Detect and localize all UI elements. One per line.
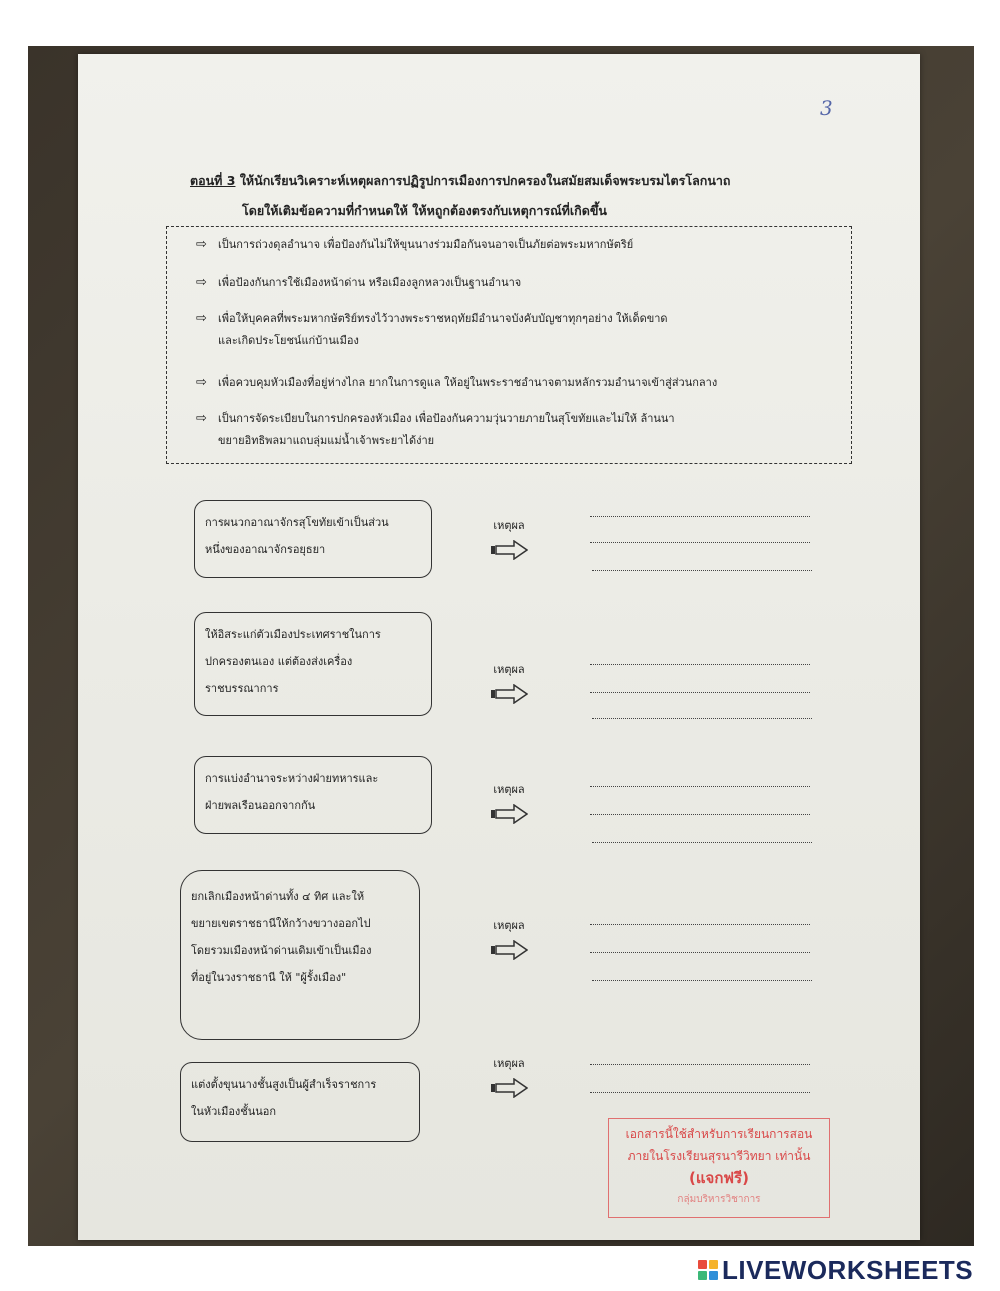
event-box: การผนวกอาณาจักรสุโขทัยเข้าเป็นส่วน หนึ่งของอาณาจักรอยุธยา xyxy=(194,500,432,578)
answer-line[interactable] xyxy=(590,1064,810,1065)
block-arrow-right-icon xyxy=(490,1078,528,1098)
answer-line[interactable] xyxy=(590,952,810,953)
reason-indicator xyxy=(484,1054,534,1098)
school-stamp: เอกสารนี้ใช้สำหรับการเรียนการสอน ภายในโรงเรียนสุรนารีวิทยา เท่านั้น (แจกฟรี) กลุ่มบริหารวิชาการ xyxy=(608,1118,830,1218)
reason-label: เหตุผล xyxy=(493,1057,525,1070)
answer-line[interactable] xyxy=(592,718,812,719)
reason-indicator xyxy=(484,916,534,960)
reason-label: เหตุผล xyxy=(493,519,525,532)
answer-line[interactable] xyxy=(590,924,810,925)
event-box: ให้อิสระแก่ตัวเมืองประเทศราชในการ ปกครองตนเอง แต่ต้องส่งเครื่อง ราชบรรณาการ xyxy=(194,612,432,716)
event-box: ยกเลิกเมืองหน้าด่านทั้ง ๔ ทิศ และให้ ขยายเขตราชธานีให้กว้างขวางออกไป โดยรวมเมืองหน้าด่านเดิมเข้าเป็นเมือง ที่อยู่ในวงราชธานี ให้ "ผู้รั้งเมือง" xyxy=(180,870,420,1040)
instruction-line-1: ให้นักเรียนวิเคราะห์เหตุผลการปฏิรูปการเมืองการปกครองในสมัยสมเด็จพระบรมไตรโลกนาถ xyxy=(235,173,731,188)
brand-name: LIVEWORKSHEETS xyxy=(722,1254,974,1285)
reason-indicator xyxy=(484,780,534,824)
answer-line[interactable] xyxy=(590,542,810,543)
hollow-arrow-right-icon: ⇨ xyxy=(196,311,207,326)
liveworksheets-logo[interactable] xyxy=(698,1256,973,1284)
hollow-arrow-right-icon: ⇨ xyxy=(196,275,207,290)
answer-line[interactable] xyxy=(590,692,810,693)
reason-indicator xyxy=(484,516,534,560)
page-number: 3 xyxy=(820,96,833,120)
answer-option[interactable]: ⇨ เพื่อป้องกันการใช้เมืองหน้าด่าน หรือเมืองลูกหลวงเป็นฐานอำนาจ xyxy=(196,272,521,294)
block-arrow-right-icon xyxy=(490,540,528,560)
answer-option[interactable]: ⇨ เพื่อควบคุมหัวเมืองที่อยู่ห่างไกล ยากในการดูแล ให้อยู่ในพระราชอำนาจตามหลักรวมอำนาจเข้าสู่ส่วนกลาง xyxy=(196,372,717,394)
answer-line[interactable] xyxy=(590,814,810,815)
answer-option[interactable]: ⇨ เพื่อให้บุคคลที่พระมหากษัตริย์ทรงไว้วางพระราชหฤทัยมีอำนาจบังคับบัญชาทุกๆอย่าง ให้เด็ดขาด และเกิดประโยชน์แก่บ้านเมือง xyxy=(196,308,668,352)
answer-option[interactable]: ⇨ เป็นการถ่วงดุลอำนาจ เพื่อป้องกันไม่ให้ขุนนางร่วมมือกันจนอาจเป็นภัยต่อพระมหากษัตริย์ xyxy=(196,234,633,256)
hollow-arrow-right-icon: ⇨ xyxy=(196,375,207,390)
instructions-heading xyxy=(190,166,730,226)
hollow-arrow-right-icon: ⇨ xyxy=(196,411,207,426)
answer-line[interactable] xyxy=(590,516,810,517)
answer-line[interactable] xyxy=(592,980,812,981)
answer-line[interactable] xyxy=(590,664,810,665)
liveworksheets-grid-icon xyxy=(698,1260,718,1280)
answer-line[interactable] xyxy=(592,570,812,571)
hollow-arrow-right-icon: ⇨ xyxy=(196,237,207,252)
event-box: แต่งตั้งขุนนางชั้นสูงเป็นผู้สำเร็จราชการ ในหัวเมืองชั้นนอก xyxy=(180,1062,420,1142)
reason-label: เหตุผล xyxy=(493,663,525,676)
event-box: การแบ่งอำนาจระหว่างฝ่ายทหารและ ฝ่ายพลเรือนออกจากกัน xyxy=(194,756,432,834)
block-arrow-right-icon xyxy=(490,684,528,704)
answer-line[interactable] xyxy=(590,786,810,787)
section-label: ตอนที่ 3 xyxy=(190,173,236,188)
reason-label: เหตุผล xyxy=(493,919,525,932)
instruction-line-2: โดยให้เติมข้อความที่กำหนดให้ ให้หถูกต้องตรงกับเหตุการณ์ที่เกิดขึ้น xyxy=(242,203,607,218)
answer-line[interactable] xyxy=(590,1092,810,1093)
block-arrow-right-icon xyxy=(490,940,528,960)
reason-indicator xyxy=(484,660,534,704)
answer-line[interactable] xyxy=(592,842,812,843)
block-arrow-right-icon xyxy=(490,804,528,824)
answer-option[interactable]: ⇨ เป็นการจัดระเบียบในการปกครองหัวเมือง เพื่อป้องกันความวุ่นวายภายในสุโขทัยและไม่ให้ ล้านนา ขยายอิทธิพลมาแถบลุ่มแม่น้ำเจ้าพระยาได้ง่าย xyxy=(196,408,675,452)
reason-label: เหตุผล xyxy=(493,783,525,796)
